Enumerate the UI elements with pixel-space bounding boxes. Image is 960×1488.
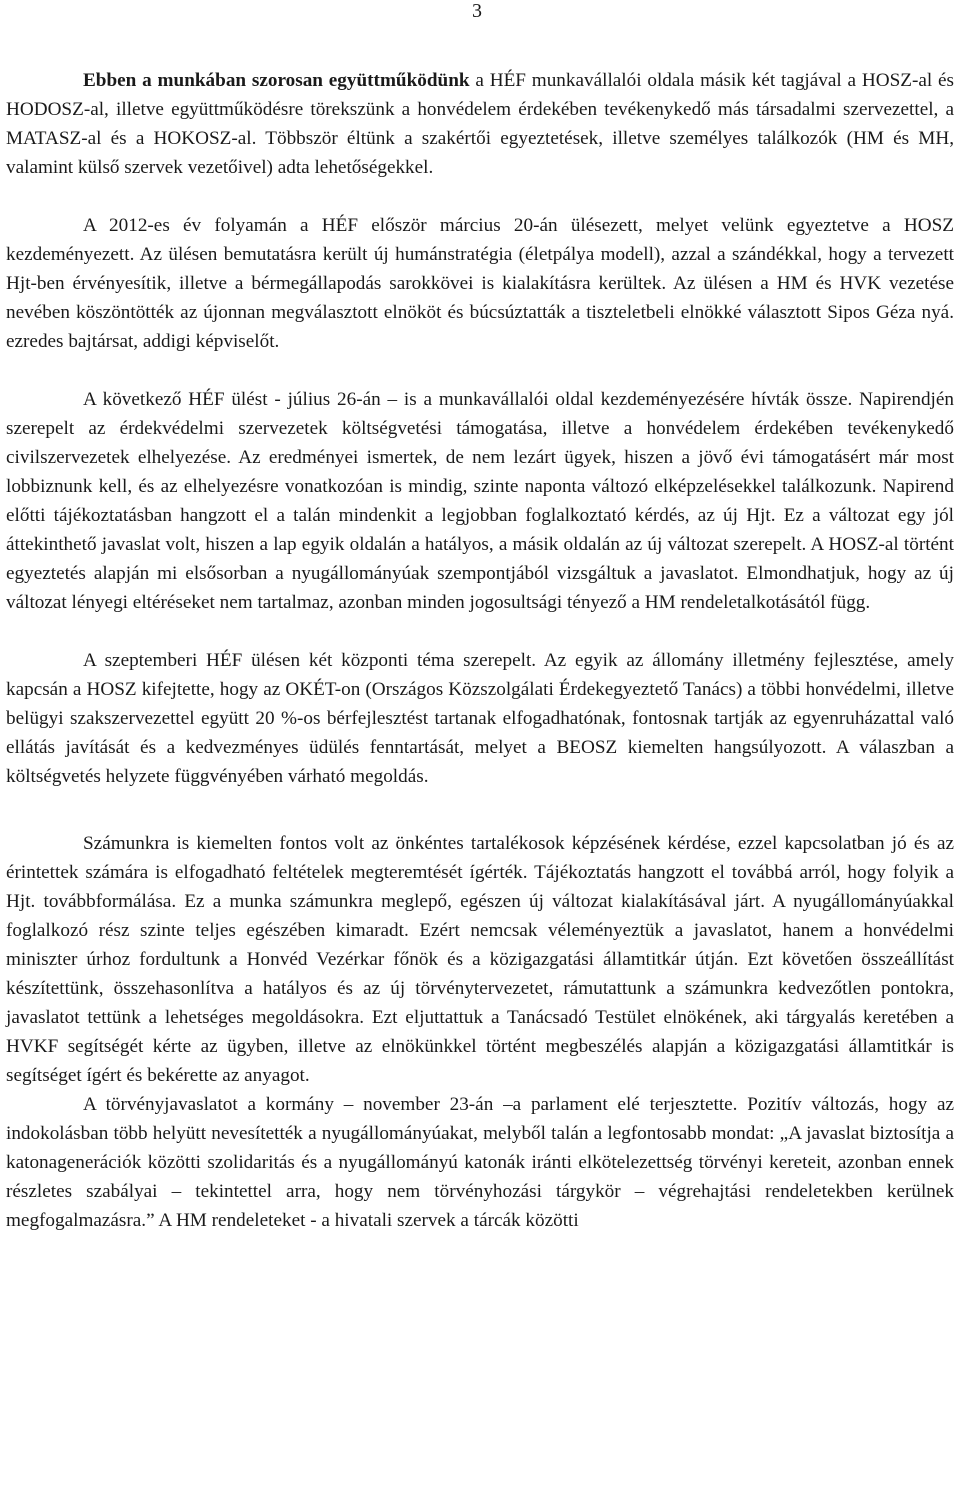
page-number: 3: [472, 0, 482, 22]
paragraph-cooperation: [6, 66, 954, 182]
paragraph-spacer: [6, 791, 954, 829]
paragraph-text: a HÉF munkavállalói oldala másik két tagjával a HOSZ-al és HODOSZ-al, illetve együttműködésre törekszünk a honvédelem érdekében tevékenykedő más társadalmi szervezettel, a MATASZ-al és a HOKOSZ-al. Többször éltünk a szakértői egyeztetések, illetve személyes találkozók (HM és MH, valamint külső szervek vezetőivel) adta lehetőségekkel.: [6, 70, 955, 178]
paragraph-reservists: Számunkra is kiemelten fontos volt az önkéntes tartalékosok képzésének kérdése, ezzel kapcsolatban jó és az érintettek számára is elfogadható feltételek megteremtését ígérték. Tájékoztatás hangzott el továbbá arról, hogy folyik a Hjt. továbbformálása. Ez a munka számunkra meglepő, egészen új változat kialakításával járt. A nyugállományúakkal foglalkozó rész szinte teljes egészében kimaradt. Ezért nemcsak véleményeztük a javaslatot, hanem a honvédelmi miniszter úrhoz fordultunk a Honvéd Vezérkar főnök és a közigazgatási államtitkár útján. Ezt követően összeállítást készítettünk, összehasonlítva a hatályos és az új törvénytervezetet, rámutattunk a számunkra kedvezőtlen pontokra, javaslatot tettünk a lehetséges megoldásokra. Ezt eljuttattuk a Tanácsadó Testület elnökének, aki tárgyalás keretében a HVKF segítségét kérte az ügyben, illetve az elnökünkkel történt megbeszélés alapján a közigazgatási államtitkár is segítséget ígért és bekérette az anyagot.: [6, 833, 954, 1086]
paragraph-lead-bold: Ebben a munkában szorosan együttműködünk: [83, 70, 470, 91]
paragraph-july-session: A következő HÉF ülést - július 26-án – is a munkavállalói oldal kezdeményezésére hívták össze. Napirendjén szerepelt az érdekvédelmi szervezetek költségvetési támogatása, illetve a honvédelem érdekében tevékenykedő civilszervezetek elhelyezése. Az eredményei ismertek, de nem lezárt ügyek, hiszen a jövő évi támogatásért már most lobbiznunk kell, és az elhelyezésre vonatkozóan is mindig, szinte naponta változó elképzelésekkel találkozunk. Napirend előtti tájékoztatásban hangzott el a talán mindenkit a legjobban foglalkoztató kérdés, az új Hjt. Ez a változat egy jól áttekinthető javaslat volt, hiszen a lap egyik oldalán a hatályos, a másik oldalán az új változat szerepelt. A HOSZ-al történt egyeztetés alapján mi elsősorban a nyugállományúak szempontjából vizsgáltuk a javaslatot. Elmondhatjuk, hogy az új változat lényegi eltéréseket nem tartalmaz, azonban minden jogosultsági tényező a HM rendeletalkotásától függ.: [6, 389, 954, 613]
paragraph-march-session: A 2012-es év folyamán a HÉF először március 20-án ülésezett, melyet velünk egyeztetve a HOSZ kezdeményezett. Az ülésen bemutatásra került új humánstratégia (életpálya modell), azzal a szándékkal, hogy a tervezett Hjt-ben érvényesítik, illetve a bérmegállapodás sarokkövei is kialakításra kerültek. Az ülésen a HM és HVK vezetése nevében köszöntötték az újonnan megválasztott elnököt és búcsúztatták a tiszteletbeli elnökké választott Sipos Géza nyá. ezredes bajtársat, addigi képviselőt.: [6, 215, 954, 352]
paragraph-spacer: [6, 356, 954, 385]
paragraph-september-session: A szeptemberi HÉF ülésen két központi téma szerepelt. Az egyik az állomány illetmény fejlesztése, amely kapcsán a HOSZ kifejtette, hogy az OKÉT-on (Országos Közszolgálati Érdekegyeztető Tanács) a többi honvédelmi, illetve belügyi szakszervezettel együtt 20 %-os bérfejlesztést tartanak elfogadhatónak, fontosnak tartják az egyenruházattal való ellátás javítását és a kedvezményes üdülés fenntartását, melyet a BEOSZ kiemelten hangsúlyozott. A válaszban a költségvetés helyzete függvényében várható megoldás.: [6, 650, 954, 787]
paragraph-bill: A törvényjavaslatot a kormány – november 23-án –a parlament elé terjesztette. Pozitív változás, hogy az indokolásban több helyütt nevesítették a nyugállományúakat, melyből talán a legfontosabb mondat: „A javaslat biztosítja a katonagenerációk közötti szolidaritás és a nyugállományú katonák iránti elkötelezettség törvényi kereteit, azonban ennek részletes szabályai – tekintettel arra, hogy nem törvényhozási tárgykör – végrehajtási rendeletekben kerülnek megfogalmazásra.” A HM rendeleteket - a hivatali szervek a tárcák közötti: [6, 1094, 954, 1231]
paragraph-spacer: [6, 182, 954, 211]
paragraph-spacer: [6, 617, 954, 646]
document-body: [6, 66, 954, 1235]
